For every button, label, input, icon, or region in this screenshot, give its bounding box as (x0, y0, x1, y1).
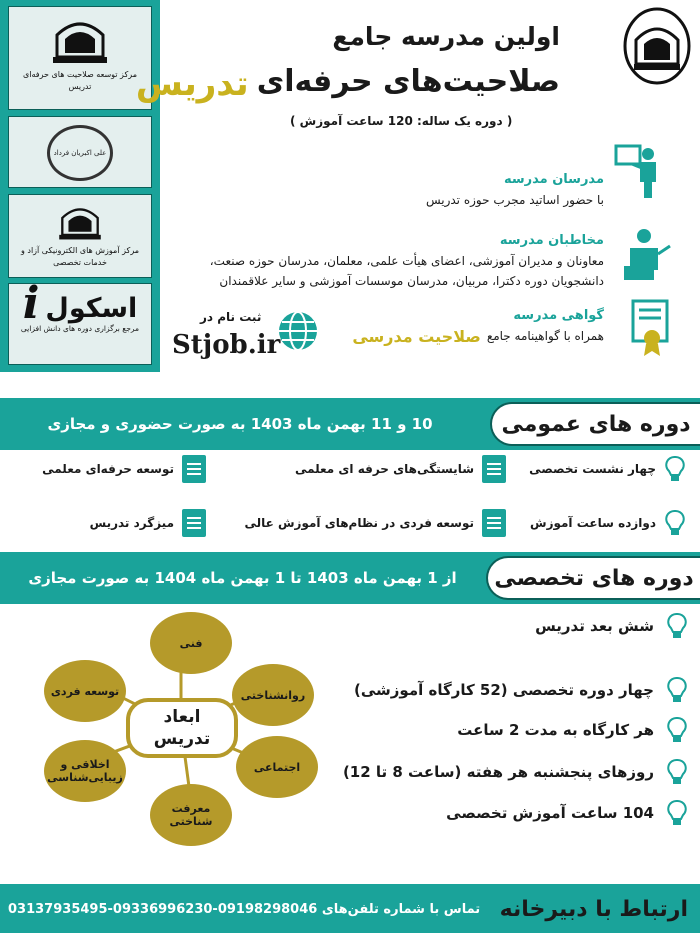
iskool-wordmark: اسکول (45, 292, 138, 324)
certificate-line (352, 326, 604, 347)
document-icon (482, 509, 506, 537)
course-label: شایستگی‌های حرفه ای معلمی (294, 462, 474, 476)
register-site-link[interactable]: Stjob.ir (172, 330, 281, 360)
lecturer-icon (622, 226, 672, 282)
spec-list-item (343, 758, 688, 786)
specialized-banner-text: از 1 بهمن ماه 1403 تا 1 بهمن ماه 1404 به صورت مجازی (28, 569, 457, 587)
specialized-courses-label: دوره های تخصصی (486, 556, 700, 600)
audience-line1: معاونان و مدیران آموزشی، اعضای هیأت علمی، معلمان، مدرسان حوزه صنعت، (209, 254, 604, 268)
spec-list-item (535, 612, 688, 640)
iskool-logo-card (8, 278, 152, 365)
audience-title: مخاطبان مدرسه (499, 233, 604, 248)
lightbulb-icon (666, 612, 688, 640)
center-line1: ابعاد (163, 707, 201, 727)
header-subtitle: ( دوره یک ساله: 120 ساعت آموزش ) (290, 114, 513, 128)
spec-list-item (354, 676, 688, 704)
iskool-tagline: مرجع برگزاری دوره های دانش افزایی (20, 324, 140, 333)
spec-list-item (446, 799, 688, 827)
lightbulb-icon (666, 676, 688, 704)
elearning-logo-card (8, 194, 152, 278)
register-label: ثبت نام در (200, 310, 262, 324)
university-seal-icon (49, 13, 111, 65)
university-logo-card (8, 6, 152, 110)
audience-line2: دانشجویان دوره دکترا، مربیان، مدرسان موسسات آموزشی و سایر علاقمندان (219, 274, 604, 288)
lightbulb-icon (666, 716, 688, 744)
dimension-node: معرفت شناختی (150, 784, 232, 846)
header-title-part1: صلاحیت‌های حرفه‌ای (256, 64, 560, 99)
general-banner-text: 10 و 11 بهمن ماه 1403 به صورت حضوری و مجازی (47, 415, 433, 433)
course-label: توسعه فردی در نظام‌های آموزش عالی (244, 516, 474, 530)
course-item (295, 455, 506, 483)
general-bulb-item (530, 509, 686, 537)
header-title-highlight: تدریس (135, 64, 249, 104)
header-title-line2 (136, 64, 560, 104)
certificate-body: همراه با گواهینامه جامع (486, 329, 604, 343)
lightbulb-icon (664, 455, 686, 483)
lightbulb-icon (664, 509, 686, 537)
general-bulb-label: چهار نشست تخصصی (529, 462, 656, 476)
university-seal-icon (622, 6, 692, 86)
dimensions-center-node (126, 698, 238, 758)
iskool-i-icon: i (22, 278, 40, 329)
general-courses-label: دوره های عمومی (490, 402, 700, 446)
center-name-text: مرکز توسعه صلاحیت های حرفه‌ای تدریس (23, 70, 137, 91)
spec-item-label: روزهای پنجشنبه هر هفته (ساعت 8 تا 12) (342, 763, 654, 781)
certificate-icon (630, 298, 672, 358)
certificate-highlight: صلاحیت مدرسی (352, 327, 481, 346)
stamp-card (8, 116, 152, 188)
dimension-node: فنی (150, 612, 232, 674)
elearning-center-text: مرکز آموزش های الکترونیکی آزاد و خدمات تخصصی (20, 246, 140, 267)
teachers-body: با حضور اساتید مجرب حوزه تدریس (425, 193, 604, 207)
dimension-node: توسعه فردی (44, 660, 126, 722)
general-bulb-label: دوازده ساعت آموزش (530, 516, 656, 530)
lightbulb-icon (666, 799, 688, 827)
dimension-node: اجتماعی (236, 736, 318, 798)
course-label: توسعه حرفه‌ای معلمی (42, 462, 174, 476)
footer-label: ارتباط با دبیرخانه (499, 897, 688, 922)
stamp-text: علی اکبریان فرداد (53, 149, 107, 157)
university-seal-icon (49, 201, 111, 241)
course-item (42, 455, 206, 483)
document-icon (182, 509, 206, 537)
lightbulb-icon (666, 758, 688, 786)
course-item (90, 509, 206, 537)
dimension-node: روانشناختی (232, 664, 314, 726)
stamp-seal-icon (47, 125, 113, 181)
dimension-node: اخلاقی و زیبایی‌شناسی (44, 740, 126, 802)
document-icon (482, 455, 506, 483)
spec-item-label: شش بعد تدریس (535, 617, 654, 635)
spec-item-label: هر کارگاه به مدت 2 ساعت (457, 721, 654, 739)
header-title-line1: اولین مدرسه جامع (332, 22, 560, 51)
footer-contact-phones[interactable]: تماس با شماره تلفن‌های 09198298046-09336996230-03137935495 (8, 902, 481, 917)
teacher-board-icon (614, 142, 660, 200)
course-item (244, 509, 506, 537)
globe-icon (277, 310, 319, 352)
general-bulb-item (529, 455, 686, 483)
spec-list-item (457, 716, 688, 744)
course-label: میزگرد تدریس (89, 516, 174, 530)
certificate-title: گواهی مدرسه (513, 308, 604, 323)
spec-item-label: چهار دوره تخصصی (52 کارگاه آموزشی) (354, 681, 654, 699)
teachers-title: مدرسان مدرسه (503, 172, 604, 187)
document-icon (182, 455, 206, 483)
center-line2: تدریس (153, 729, 211, 749)
spec-item-label: 104 ساعت آموزش تخصصی (446, 804, 654, 822)
